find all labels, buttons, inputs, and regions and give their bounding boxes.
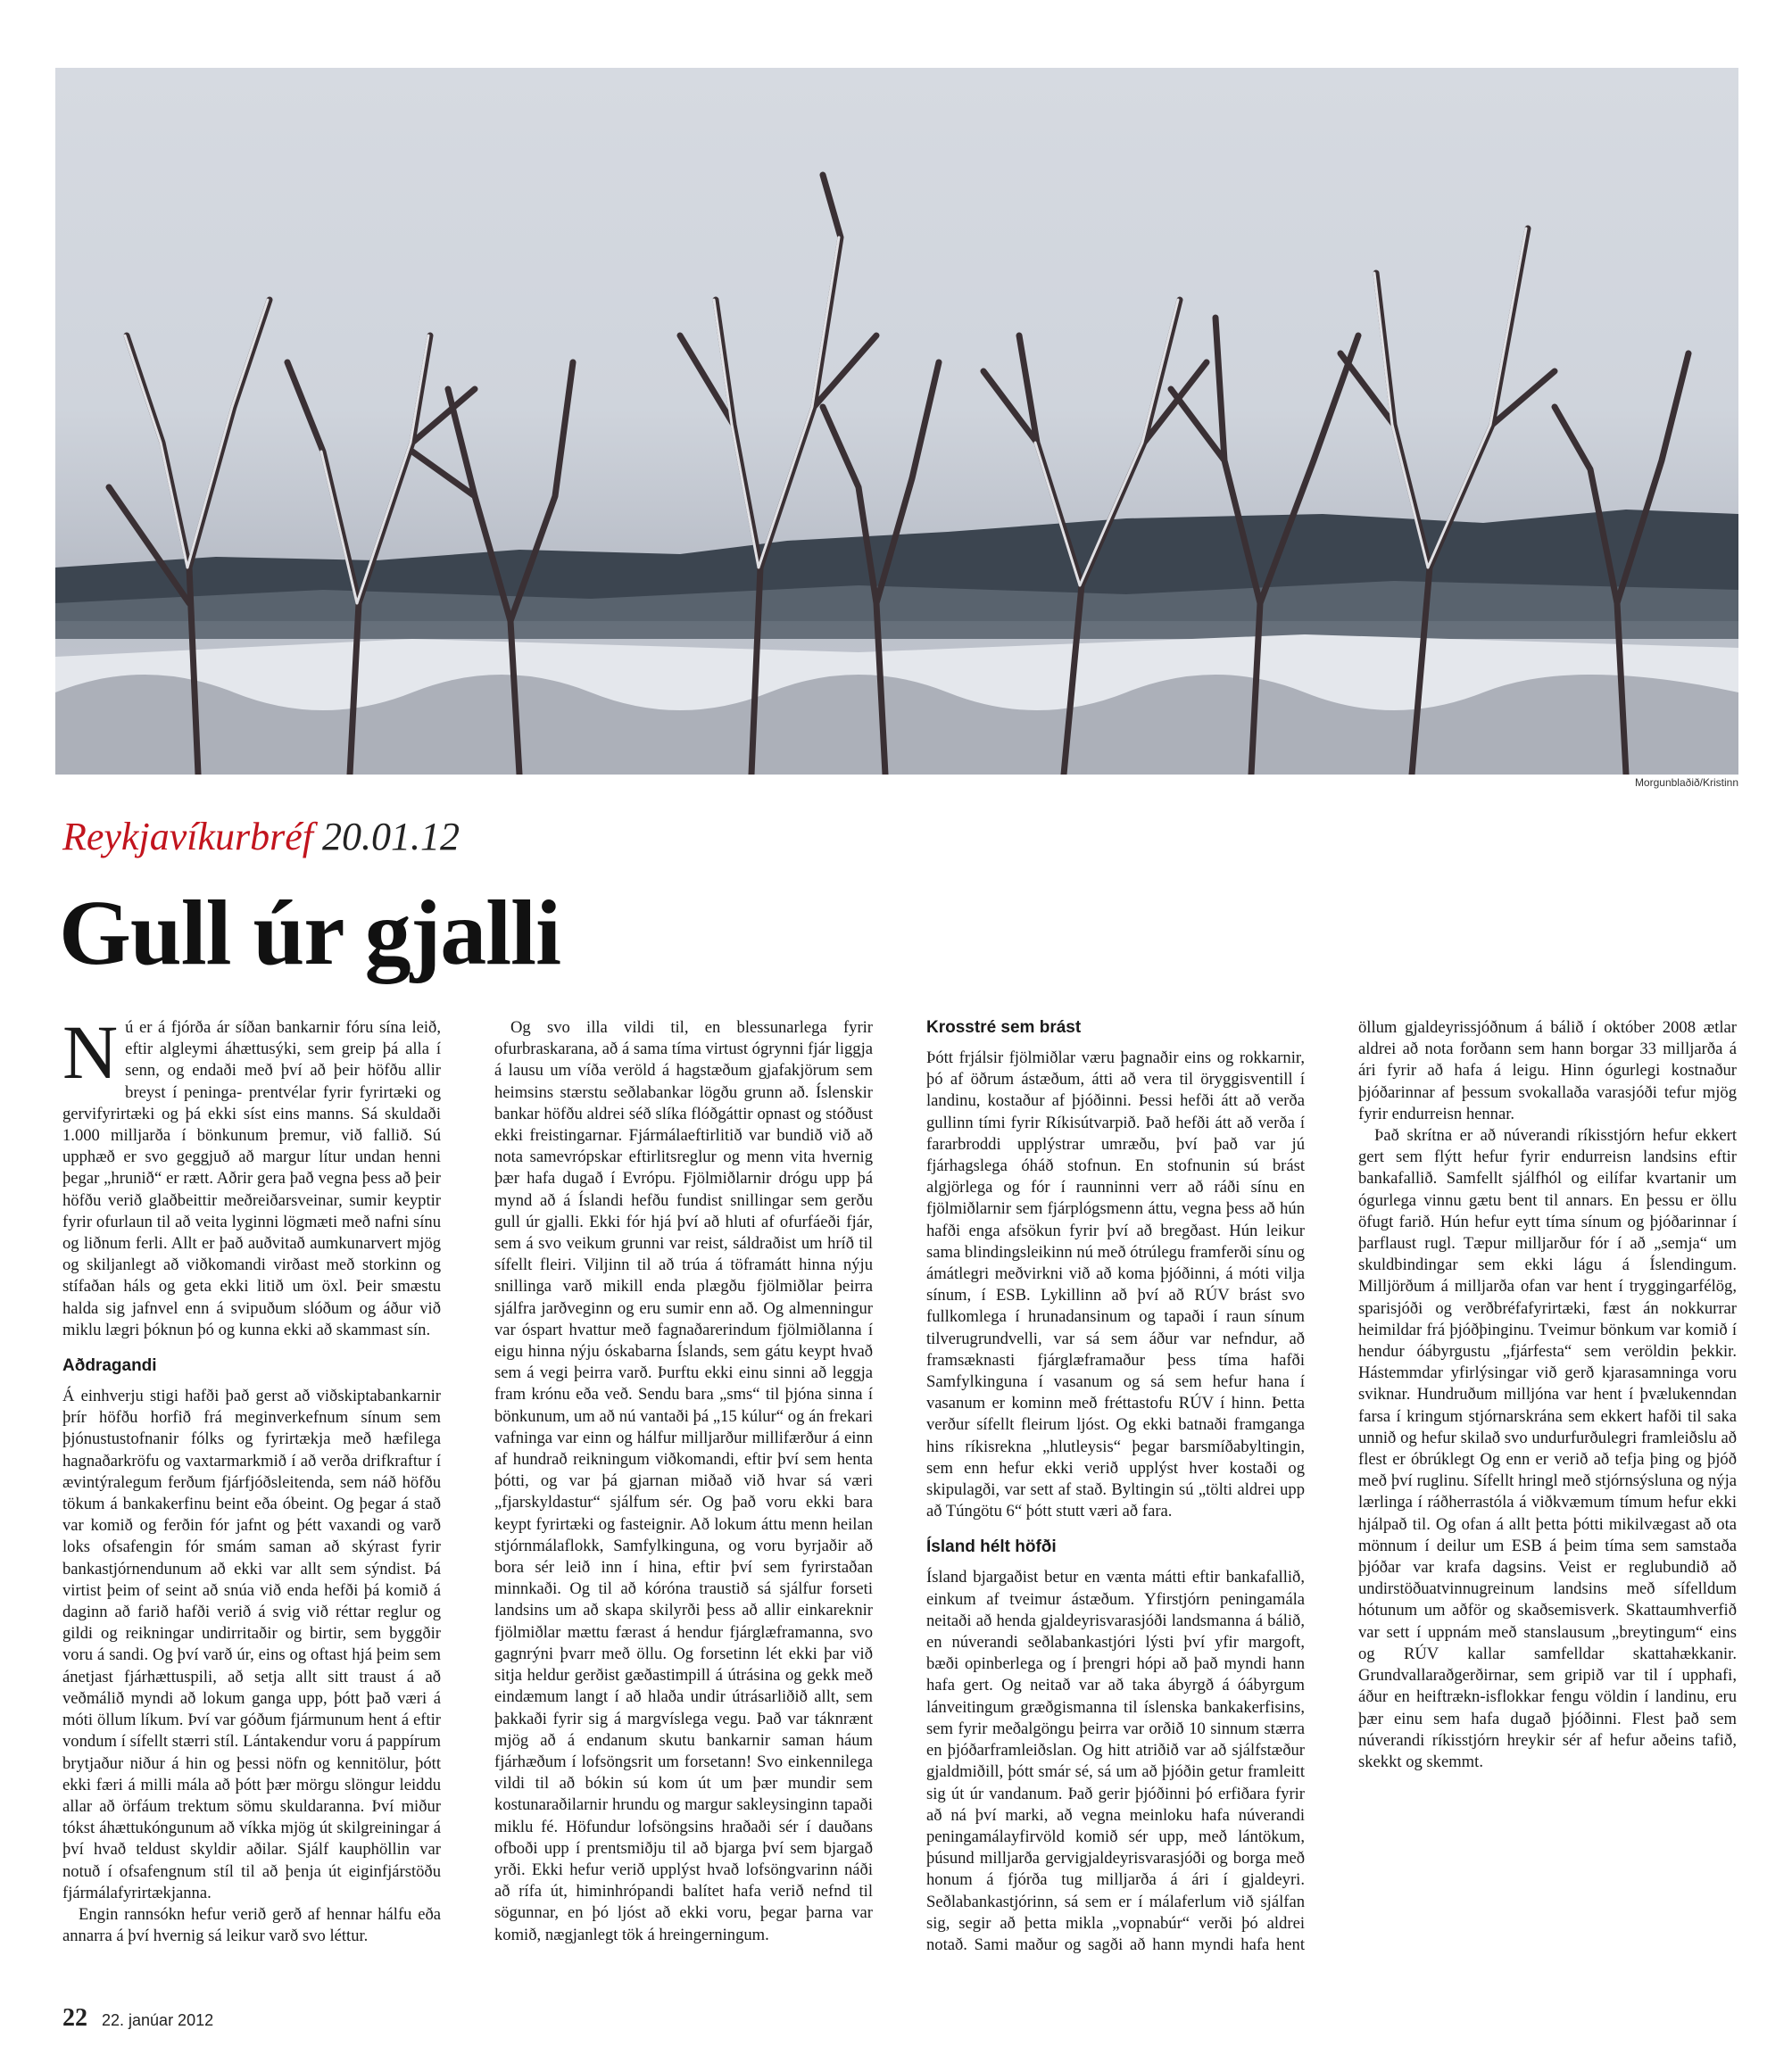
paragraph: Engin rannsókn hefur verið gerð af hennar hálfu eða annarra á því hvernig sá leikur varð svo léttur.	[62, 1904, 441, 1946]
page-number: 22	[62, 2004, 87, 2032]
subheading-2: Krosstré sem brást	[926, 1018, 1082, 1037]
column-date: 20.01.12	[321, 815, 460, 858]
paragraph-intro-text: ú er á fjórða ár síðan bankarnir fóru sína leið, eftir algleymi áhættusýki, sem greip þá alla í senn, og endaði með því að þeir höfðu allir breyst í peninga- prentvélar fyrir fyrirtæki og gervifyrirtæki og þá ekki síst eins manns. Sá skuldaði 1.000 milljarða í bönkunum þremur, við fallið. Sú upphæð er svo geggjuð að margur lítur undan henni þegar „hrunið“ er rætt. Aðrir gera það vegna þess að þeir höfðu verið glaðbeittir meðreiðarsveinar, sumir keyptir fyrir ofurlaun til að veita lyginni lögmæti með nafni sínu og liðnum ferli. Allt er það auðvitað aumkunarvert mjög og skiljanlegt að viðkomandi virðast með storkinn og stífaðan háls og geta ekki litið um öxl. Þeir smæstu halda sig jafnvel enn á svipuðum slóðum og áður við miklu lægri þóknun þó og kunna ekki að skammast sín.	[62, 1018, 441, 1339]
subheading-1: Aðdragandi	[62, 1356, 157, 1376]
paragraph: Á einhverju stigi hafði það gerst að viðskiptabankarnir þrír höfðu horfið frá meginverkefnum sínum sem þjónustustofnanir fólks og fyrirtækja með hæfilega hagnaðarkröfu og vaxtarmarkmið í að verða drifkraftur í ævintýralegum ferðum fjárfjóðsleitenda, sem náð höfðu tökum á bankakerfinu beint eða óbeint. Og þegar á stað var komið og ferðin fór jafnt og þétt vaxandi og varð loks ofsafengin fór smám saman að skýrast fyrir bankastjórnendunum að ekki var allt sem sýndist. Þá virtist þeim of seint að snúa við enda hefði þá komið á daginn að farið hafði verið á svig við réttar reglur og gildi og reikningar undirritaðir og birtir, sem byggðir voru á sandi. Og því varð úr, eins og oftast hjá þeim sem ánetjast fjárhættuspili, að setja allt sitt traust á að veðmálið myndi að lokum ganga upp, þótt það væri á móti öllum líkum. Því var góðum fjármunum hent á eftir vondum í sífellt stærri stíl. Lántakendur voru á pappírum brytjaður niður á hin og þessi nöfn og kennitölur, þótt ekki færi á milli mála að þótt þær mörgu slöngur leiddu allar að örfáum trektum sömu skuldaranna. Því miður tókst áhættukóngunum að víkka mjög út skilgreiningar á því hvað teldust skyldir aðilar. Sjálf kauphöllin var notuð í ofsafengnum stíl til að þenja út eiginfjárstöðu fjármálafyrirtækjanna.	[62, 1387, 441, 1902]
photo-illustration	[55, 68, 1738, 775]
article-body	[62, 1009, 1737, 1970]
issue-date: 22. janúar 2012	[102, 2011, 214, 2029]
paragraph: Það skrítna er að núverandi ríkisstjórn hefur ekkert gert sem flýtt hefur fyrir endurreisn landsins eftir bankafallið. Samfellt sjálfhól og eilífar kvartanir um ógurlega vinnu gætu bent til annars. En þessu er öllu öfugt farið. Hún hefur eytt tíma sínum og þjóðarinnar í þarflaust rugl. Tæpur milljarður fór í að „semja“ um skuldbindingar sem ekki lágu á Íslendingum. Milljörðum á milljarða ofan var hent í tryggingarfélög, sparisjóði og verðbréfafyrirtæki, fæst án nokkurrar heimildar frá þjóðþinginu. Tveimur bönkum var komið í hendur óábyrgustu „fjárfesta“ sem veröldin þekkir. Hástemmdar yfirlýsingar við gerð kjarasamninga voru sviknar. Hundruðum milljóna var hent í þvælukenndan farsa í kringum stjórnarskrána sem ekkert hafði til saka unnið og hefur skilað svo undurfurðulegri framleiðslu að flest er óbrúklegt Og enn er verið að tefja þing og þjóð með því ruglinu. Sífellt hringl með stjórnsýsluna og nýja lærlinga í ráðherrastóla á viðkvæmum tímum hefur ekki hjálpað til. Og ofan á allt þetta þótti mikilvægast að ota mönnum í deilur um ESB á þeim tíma sem samstaða þjóðar var krafa dagsins. Veist er reglubundið að undirstöðuatvinnugreinum landsins með sífelldum hótunum um aðför og skaðsemisverk. Skattaumhverfið var sett í uppnám með stanslausum „breytingum“ eins og RÚV kallar samfelldar skattahækkanir. Grundvallaraðgerðirnar, sem gripið var til í upphafi, áður en heiftrækn-isflokkar fengu völdin í landinu, eru þær einu sem hafa dugað þjóðinni. Flest það sem núverandi ríkisstjórn hreykir sér af hefur aðeins tafið, skekkt og skemmt.	[1358, 1126, 1737, 1771]
paragraph: Og svo illa vildi til, en blessunarlega fyrir ofurbraskarana, að á sama tíma virtust ógrynni fjár liggja á lausu um víða veröld á hagstæðum gjafakjörum sem heimsins stærstu seðlabankar lögðu grunn að. Íslenskir bankar höfðu aldrei séð slíka flóðgáttir opnast og stóðust ekki freistingarnar. Fjármálaeftirlitið var bundið við að nota samevrópskar eftirlitsreglur og menn vita hvernig þær hafa dugað í Evrópu. Fjölmiðlarnir drógu upp þá mynd að á Íslandi hefðu fundist snillingar sem gerðu gull úr gjalli. Ekki fór hjá því að hluti af ofurfáeði fjár, sem á svo veikum grunni var reist, sáldraðist um hríð til sífellt fleiri. Viljinn til að trúa á töframátt hinna nýju snillinga varð mikill enda plægðu fjölmiðlar þeirra sjálfra jarðveginn og eru sumir enn að. Og almenningur var óspart hvattur með fagnaðarerindum fjölmiðlanna í eigu hinna nýju óskabarna Íslands, sem gátu keypt hvað sem á vegi þeirra varð. Þurftu ekki einu sinni að leggja fram krónu eða veð. Sendu bara „sms“ til þjóna sinna í bönkunum, um að nú vantaði þá „15 kúlur“ og án frekari vafninga var einn og hálfur milljarður millifærður á einn af hundrað reikningum viðkomandi, eftir því sem henta þótti, og var þá gjarnan miðað við hvar sá væri „fjarskyldastur“ sjálfum sér. Og það voru ekki bara keypt fyrirtæki og fasteignir. Að lokum áttu menn heilan stjórnmálaflokk, Samfylkinguna, og voru byrjaðir að bora sér leið inn í hina, eftir því sem fyrirstaðan minnkaði. Og til að kóróna traustið sá sjálfur forseti landsins um að skapa skilyrði þess að allir einkareknir fjölmiðlar mættu færast á hendur fjárglæframanna, svo gagnrýni þvarr með öllu. Og forsetinn lét ekki þar við sitja heldur gerðist gæðastimpill á útrásina og gekk með eindæmum langt í að hlaða undir útrásarliðið allt, sem þakkaði fyrir sig á margvíslega vegu. Það var táknrænt mjög að á endanum skutu bankarnir saman háum fjárhæðum í lofsöngsrit um forsetann! Svo einkennilega vildi til að bókin sú kom út um þær mundir sem kostunaraðilarnir hrundu og margur sakleysinginn tapaði miklu fé. Höfundur lofsöngsins hraðaði sér í dauðans ofboði upp í prentsmiðju til að bjarga því sem bjargað yrði. Ekki hefur verið upplýst hvað lofsöngvarinn náði að rífa út, himinhrópandi balítet hafa verið nefnd til sögunnar, en þó ljóst að ekki voru, þegar þarna var komið, nægjanlegt tök á hreingerningum.	[494, 1018, 873, 1944]
drop-cap: N	[62, 1009, 119, 1095]
column-series-name: Reykjavíkurbréf	[62, 815, 313, 858]
paragraph: Ísland bjargaðist betur en vænta mátti eftir bankafallið, einkum af tveimur ástæðum. Yfirstjórn peningamála neitaði að henda gjaldeyrisvarasjóði landsmanna á bálið, en núverandi seðlabankastjóri lýsti því yfir margoft, bæði opinberlega og í þrengri hópi að það myndi hann hafa gert. Og neitað var að taka ábyrgð á óábyrgum lánveitingum græðgismanna til íslenska bankakerfisins, sem fyrir meðalgöngu þeirra var orðið 10 sinnum stærra en þjóðarframleiðslan. Og hitt atriðið var að sjálfstæður gjaldmiðill, þótt smár sé, sá um að þjóðin getur framleitt sig út úr vandanum. Það gerir þjóðinni þó erfiðara fyrir að ná því marki, að vegna meinloku hafa núverandi peningamálayfirvöld komið sér upp, með lántökum, þúsund milljarða gervigjaldeyrisvarasjóði og borga með honum á fjórða tug milljarða á ári í gjaldeyri. Seðlabankastjórinn, sá sem er í málaferlum við sjálfan sig, segir að þetta mikla „vopnabúr“ verði þó aldrei notað. Sami maður og sagði að hann myndi hafa hent öllum gjaldeyrissjóðnum á bálið í október 2008 ætlar aldrei að nota forðann sem hann borgar 33 milljarða á ári fyrir að hafa á leigu. Hinn ógurlegi kostnaður þjóðarinnar af þessum svokallaða varasjóði tefur mjög fyrir endurreisn hennar.	[926, 1018, 1737, 1954]
paragraph: Þótt frjálsir fjölmiðlar væru þagnaðir eins og rokkarnir, þó af öðrum ástæðum, átti að vera til öryggisventill í landinu, kostaður af þjóðinni. Þessi hefði átt að verða gullinn tími fyrir Ríkisútvarpið. Það hefði átt að verða í fararbroddi upplýstrar umræðu, því það var jú fjárhagslega óháð stofnun. En stofnunin sú brást algjörlega og fór í raunninni verr að ráði sínu en fjölmiðlarnir sem fjárplógsmenn áttu, vegna þess að hún hafði enga afsökun fyrir því að bregðast. Hún leikur sama blindingsleikinn nú með ótrúlegu framferði sínu og ámátlegri meðvirkni við að koma þjóðinni, á móti vilja sínum, í ESB. Lykillinn að því að RÚV brást svo fullkomlega í hrunadansinum og tapaði í raun sínum tilverugrundvelli, var sá sem áður var nefndur, að framsæknasti fjárglæframaður þess tíma hafði Samfylkinguna í vasanum og sá sem hefur hana í vasanum er kominn með fréttastofu RÚV í hinn. Þetta verður sífellt fleirum ljóst. Og ekki batnaði framganga hins ríkisrekna „hlutleysis“ þegar barsmíðabyltingin, sem enn hefur ekki verið upplýst hver kostaði og skipulagði, var sett af stað. Byltingin sú „tölti aldrei upp að Túngötu 6“ þótt stutt væri að fara.	[926, 1048, 1305, 1521]
headline: Gull úr gjalli	[59, 882, 560, 984]
paragraph-intro	[62, 1009, 441, 1341]
photo-credit: Morgunblaðið/Kristinn	[1634, 776, 1738, 789]
winter-trees-photo	[55, 68, 1738, 775]
kicker	[62, 814, 460, 860]
subheading-3: Ísland hélt höfði	[926, 1537, 1057, 1557]
page-footer	[62, 2004, 213, 2033]
